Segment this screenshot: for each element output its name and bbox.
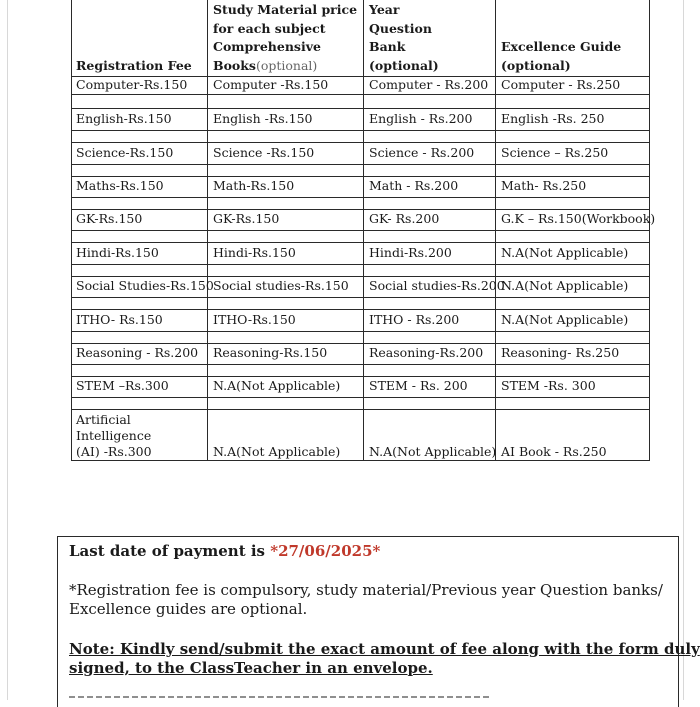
fee-note: Excellence guides are optional. [69,600,308,618]
table-cell: N.A(Not Applicable) [501,245,629,260]
table-rule [71,164,650,165]
table-cell: Computer - Rs.250 [501,77,621,92]
table-rule [71,264,650,265]
last-date-label: Last date of payment is [69,542,271,560]
table-cell: Artificial [76,412,131,427]
header-registration-fee: Registration Fee [76,58,192,73]
table-cell: English - Rs.200 [369,111,473,126]
header-study-material: Books(optional) [213,58,318,73]
table-rule [71,130,650,131]
table-cell: English-Rs.150 [76,111,172,126]
table-cell: Intelligence [76,428,152,443]
table-cell: ITHO-Rs.150 [213,312,296,327]
payment-note-box [57,536,700,707]
table-cell: ITHO - Rs.200 [369,312,460,327]
page-edge-left [7,0,8,700]
table-rule [71,242,650,243]
table-cell: Science -Rs.150 [213,145,315,160]
table-cell: Reasoning-Rs.200 [369,345,484,360]
table-cell: Math- Rs.250 [501,178,587,193]
table-cell: Science-Rs.150 [76,145,174,160]
table-cell: AI Book - Rs.250 [501,444,607,459]
last-date-value: *27/06/2025* [270,542,381,560]
header-question-bank: Question [369,21,432,36]
table-cell: GK-Rs.150 [213,211,280,226]
table-cell: Maths-Rs.150 [76,178,164,193]
table-cell: Hindi-Rs.150 [76,245,159,260]
cut-off-text [69,693,489,699]
table-cell: N.A(Not Applicable) [369,444,497,459]
table-cell: English -Rs. 250 [501,111,605,126]
table-cell: N.A(Not Applicable) [213,378,341,393]
table-cell: Science – Rs.250 [501,145,609,160]
table-rule [71,331,650,332]
table-cell: ITHO- Rs.150 [76,312,163,327]
fee-note: *Registration fee is compulsory, study material/Previous year Question banks/ [69,581,663,599]
table-cell: Social studies-Rs.150 [213,278,349,293]
header-question-bank: (optional) [369,58,439,73]
last-date-line [69,541,380,561]
table-cell: Math-Rs.150 [213,178,295,193]
submit-note: Note: Kindly send/submit the exact amount of fee along with the form duly [69,640,700,658]
table-rule [71,230,650,231]
table-cell: Reasoning-Rs.150 [213,345,328,360]
table-rule [71,409,650,410]
table-cell: Social Studies-Rs.150 [76,278,214,293]
table-cell: Reasoning- Rs.250 [501,345,620,360]
table-cell: STEM -Rs. 300 [501,378,596,393]
header-question-bank: Year [369,2,400,17]
table-rule [71,297,650,298]
table-cell: (AI) -Rs.300 [76,444,152,459]
header-excellence-guide: Excellence Guide [501,39,622,54]
table-rule [71,364,650,365]
header-excellence-guide: (optional) [501,58,571,73]
table-cell: Computer-Rs.150 [76,77,188,92]
table-rule [71,197,650,198]
table-cell: Reasoning - Rs.200 [76,345,199,360]
table-rule [71,309,650,310]
table-cell: Science - Rs.200 [369,145,475,160]
submit-note: signed, to the ClassTeacher in an envelope. [69,659,433,677]
table-cell: N.A(Not Applicable) [501,312,629,327]
page-edge-right [683,0,684,700]
table-cell: STEM - Rs. 200 [369,378,468,393]
header-study-material: Comprehensive [213,39,321,54]
table-cell: N.A(Not Applicable) [501,278,629,293]
table-cell: Computer - Rs.200 [369,77,489,92]
header-study-material: for each subject [213,21,326,36]
table-cell: English -Rs.150 [213,111,313,126]
table-cell: Computer -Rs.150 [213,77,329,92]
table-cell: GK-Rs.150 [76,211,143,226]
table-cell: Math - Rs.200 [369,178,459,193]
table-cell: Hindi-Rs.200 [369,245,452,260]
header-question-bank: Bank [369,39,406,54]
table-cell: Hindi-Rs.150 [213,245,296,260]
table-cell: N.A(Not Applicable) [213,444,341,459]
table-rule [71,142,650,143]
table-rule [71,397,650,398]
table-rule [71,94,650,95]
table-rule [71,108,650,109]
table-cell: STEM –Rs.300 [76,378,169,393]
table-cell: G.K – Rs.150(Workbook) [501,211,656,226]
table-cell: Social studies-Rs.200 [369,278,505,293]
table-cell: GK- Rs.200 [369,211,440,226]
header-study-material: Study Material price [213,2,358,17]
